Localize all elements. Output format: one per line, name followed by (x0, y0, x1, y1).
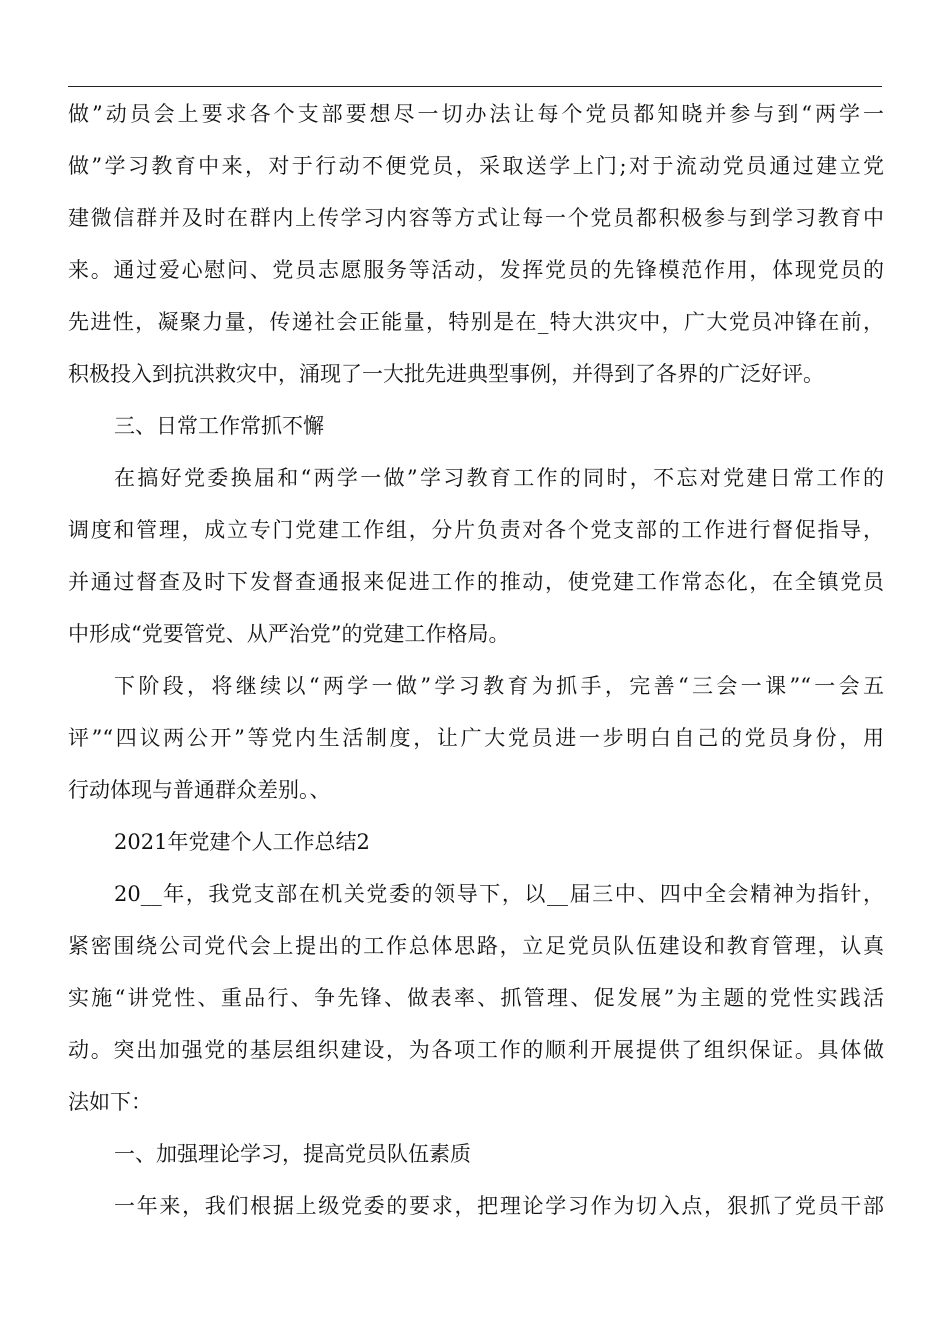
section-heading: 三、日常工作常抓不懈 (114, 414, 324, 438)
text-line: 调度和管理，成立专门党建工作组，分片负责对各个党支部的工作进行督促指导， (68, 518, 884, 542)
header-rule (68, 86, 882, 87)
text-line: 中形成“党要管党、从严治党”的党建工作格局。 (68, 622, 510, 646)
text-line: 动。突出加强党的基层组织建设，为各项工作的顺利开展提供了组织保证。具体做 (68, 1038, 884, 1062)
text-line: 积极投入到抗洪救灾中，涌现了一大批先进典型事例，并得到了各界的广泛好评。 (68, 362, 824, 386)
text-line: 20__年，我党支部在机关党委的领导下，以__届三中、四中全会精神为指针， (114, 882, 884, 906)
text-line: 行动体现与普通群众差别。、 (68, 778, 331, 802)
document-body (68, 88, 884, 1232)
text-line: 紧密围绕公司党代会上提出的工作总体思路，立足党员队伍建设和教育管理，认真 (68, 934, 884, 958)
text-line: 评”“四议两公开”等党内生活制度，让广大党员进一步明白自己的党员身份，用 (68, 726, 884, 750)
text-line: 一年来，我们根据上级党委的要求，把理论学习作为切入点，狠抓了党员干部 (114, 1194, 884, 1218)
section-heading: 一、加强理论学习，提高党员队伍素质 (114, 1142, 471, 1166)
text-line: 并通过督查及时下发督查通报来促进工作的推动，使党建工作常态化，在全镇党员 (68, 570, 884, 594)
text-line: 在搞好党委换届和“两学一做”学习教育工作的同时，不忘对党建日常工作的 (114, 466, 884, 490)
text-line: 做”动员会上要求各个支部要想尽一切办法让每个党员都知晓并参与到“两学一 (68, 102, 884, 126)
text-line: 来。通过爱心慰问、党员志愿服务等活动，发挥党员的先锋模范作用，体现党员的 (68, 258, 884, 282)
text-line: 法如下： (68, 1090, 152, 1114)
text-line: 建微信群并及时在群内上传学习内容等方式让每一个党员都积极参与到学习教育中 (68, 206, 884, 230)
text-line: 做”学习教育中来，对于行动不便党员，采取送学上门;对于流动党员通过建立党 (68, 154, 884, 178)
document-subtitle: 2021年党建个人工作总结2 (114, 830, 370, 854)
text-line: 先进性，凝聚力量，传递社会正能量，特别是在_特大洪灾中，广大党员冲锋在前， (68, 310, 884, 334)
text-line: 实施“讲党性、重品行、争先锋、做表率、抓管理、促发展”为主题的党性实践活 (68, 986, 884, 1010)
text-line: 下阶段，将继续以“两学一做”学习教育为抓手，完善“三会一课”“一会五 (114, 674, 884, 698)
